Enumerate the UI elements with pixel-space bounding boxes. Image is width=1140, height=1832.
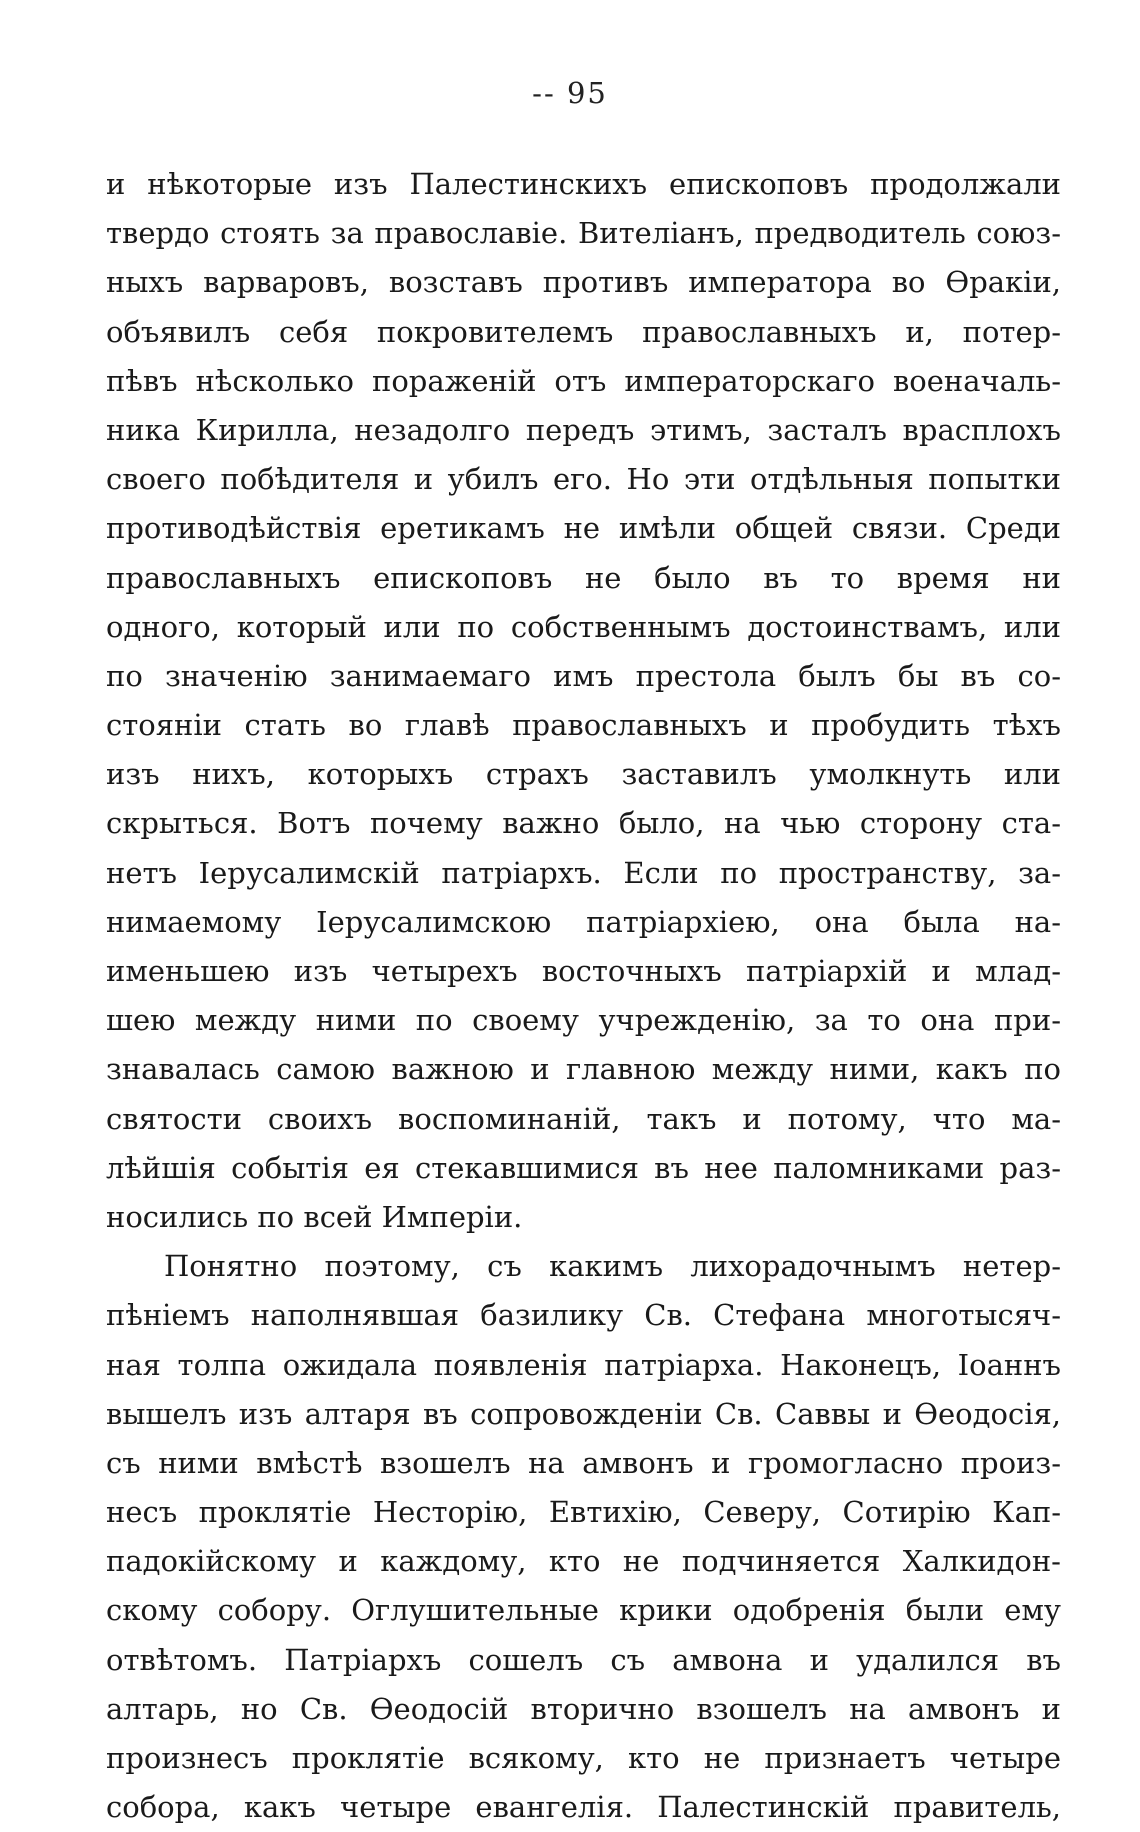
- text-line: скому собору. Оглушительные крики одобренія были ему: [106, 1593, 1061, 1628]
- text-line: лѣйшія событія ея стекавшимися въ нее паломниками раз-: [106, 1150, 1061, 1185]
- text-line: съ ними вмѣстѣ взошелъ на амвонъ и громогласно произ-: [106, 1445, 1061, 1480]
- text-line: святости своихъ воспоминаній, такъ и потому, что ма-: [106, 1101, 1061, 1136]
- text-line: скрыться. Вотъ почему важно было, на чью сторону ста-: [106, 806, 1061, 841]
- page-number: -- 95: [532, 76, 608, 110]
- text-line: и нѣкоторые изъ Палестинскихъ епископовъ продолжали: [106, 167, 1061, 201]
- text-line: отвѣтомъ. Патріархъ сошелъ съ амвона и удалился въ: [106, 1642, 1061, 1677]
- text-line: православныхъ епископовъ не было въ то время ни: [106, 560, 1061, 595]
- text-line: по значенію занимаемаго имъ престола былъ бы въ со-: [106, 658, 1061, 693]
- text-line: твердо стоять за православіе. Вителіанъ, предводитель союз-: [106, 216, 1061, 251]
- text-line: алтарь, но Св. Ѳеодосій вторично взошелъ на амвонъ и: [106, 1691, 1061, 1726]
- text-line: произнесъ проклятіе всякому, кто не признаетъ четыре: [106, 1741, 1061, 1775]
- text-line: ника Кирилла, незадолго передъ этимъ, засталъ врасплохъ: [106, 412, 1061, 447]
- text-line: собора, какъ четыре евангелія. Палестинскій правитель,: [106, 1790, 1061, 1825]
- text-line: пѣніемъ наполнявшая базилику Св. Стефана многотысяч-: [106, 1298, 1061, 1333]
- text-line: своего побѣдителя и убилъ его. Но эти отдѣльныя попытки: [106, 462, 1061, 497]
- text-line: противодѣйствія еретикамъ не имѣли общей связи. Среди: [106, 511, 1061, 546]
- text-line: именьшею изъ четырехъ восточныхъ патріархій и млад-: [106, 954, 1061, 988]
- text-line: знавалась самою важною и главною между ними, какъ по: [106, 1052, 1061, 1087]
- text-line: ныхъ варваровъ, возставъ противъ императора во Ѳракіи,: [106, 265, 1061, 300]
- text-line: нетъ Іерусалимскій патріархъ. Если по пространству, за-: [106, 855, 1061, 890]
- text-line-paragraph-end: носились по всей Имперіи.: [106, 1199, 523, 1234]
- text-line: вышелъ изъ алтаря въ сопровожденіи Св. Саввы и Ѳеодосія,: [106, 1396, 1061, 1431]
- text-line: падокійскому и каждому, кто не подчиняется Халкидон-: [106, 1544, 1061, 1579]
- text-line: изъ нихъ, которыхъ страхъ заставилъ умолкнуть или: [106, 757, 1061, 792]
- body-text: [106, 160, 1061, 1832]
- text-line-paragraph-start: Понятно поэтому, съ какимъ лихорадочнымъ нетер-: [164, 1249, 1061, 1284]
- text-line: нимаемому Іерусалимскою патріархіею, она была на-: [106, 904, 1061, 939]
- text-line: ная толпа ожидала появленія патріарха. Наконецъ, Іоаннъ: [106, 1347, 1061, 1382]
- text-line: шею между ними по своему учрежденію, за то она при-: [106, 1003, 1061, 1038]
- text-line: пѣвъ нѣсколько пораженій отъ императорскаго военачаль-: [106, 363, 1061, 398]
- text-line: несъ проклятіе Несторію, Евтихію, Северу, Сотирію Кап-: [106, 1495, 1061, 1530]
- text-line: одного, который или по собственнымъ достоинствамъ, или: [106, 609, 1061, 644]
- text-line: стояніи стать во главѣ православныхъ и пробудить тѣхъ: [106, 708, 1061, 743]
- text-line: объявилъ себя покровителемъ православныхъ и, потер-: [106, 314, 1061, 349]
